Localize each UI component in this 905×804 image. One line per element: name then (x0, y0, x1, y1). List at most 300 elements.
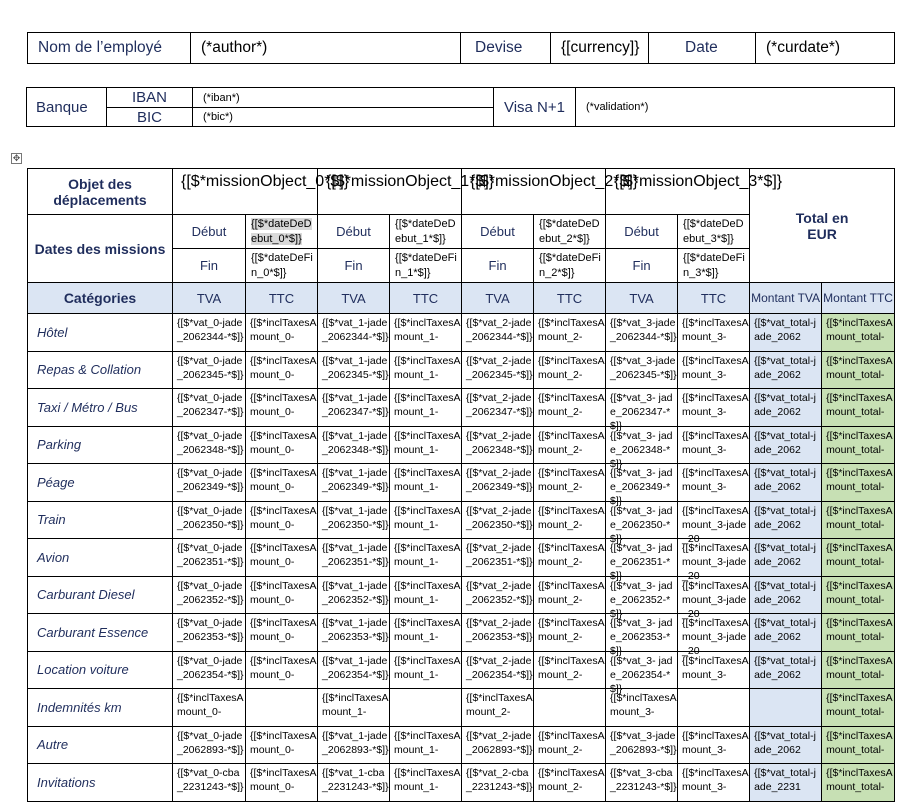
vat-cell-mission-1[interactable] (318, 689, 390, 727)
incl-tax-cell-mission-2[interactable] (534, 614, 606, 652)
vat-cell-mission-2[interactable] (462, 351, 534, 389)
cell-value: {[$*vat_1-jade_2062347-*$]} (322, 392, 389, 418)
cell-value: {[$*inclTaxesAmount_2- (538, 467, 605, 493)
cell-value: {[$*vat_total-jade_2062 (754, 729, 816, 756)
cell-value: {[$*vat_total-jade_2062 (754, 467, 816, 493)
vat-cell-mission-3[interactable] (606, 501, 678, 545)
vat-cell-mission-1[interactable] (318, 464, 390, 502)
cell-value: {[$*inclTaxesAmount_0- (250, 429, 317, 456)
date-value[interactable]: (*curdate*) (756, 33, 895, 64)
cell-value: {[$*inclTaxesAmount_2- (538, 429, 605, 456)
iban-value[interactable]: (*iban*) (193, 88, 494, 108)
total-vat-cell[interactable] (750, 314, 822, 352)
incl-tax-cell-mission-3[interactable] (678, 464, 750, 502)
total-vat-cell[interactable] (750, 614, 822, 652)
vat-cell-mission-2[interactable] (462, 651, 534, 689)
incl-tax-cell-mission-0[interactable] (246, 689, 318, 727)
cell-value: {[$*inclTaxesAmount_total- (826, 504, 893, 531)
cell-value: {[$*vat_2-jade_2062344-*$]} (466, 317, 533, 343)
vat-cell-mission-1[interactable] (318, 389, 390, 427)
vat-cell-mission-3[interactable] (606, 651, 678, 695)
cell-value: {[$*vat_3- jade_2062352-*$]} (610, 579, 673, 620)
vat-cell-mission-3[interactable] (606, 614, 678, 657)
cell-value: {[$*inclTaxesAmount_1- (394, 504, 461, 531)
vat-cell-mission-1[interactable] (318, 351, 390, 389)
category-label: Autre (28, 726, 173, 764)
incl-tax-cell-mission-2[interactable] (534, 464, 606, 502)
vat-cell-mission-0[interactable] (173, 539, 246, 577)
cell-value: {[$*inclTaxesAmount_2- (466, 692, 533, 718)
cell-value: {[$*inclTaxesAmount_0- (250, 392, 317, 418)
date-debut-2[interactable]: {[$*dateDeDebut_2*$]} (534, 215, 606, 249)
cell-value: {[$*inclTaxesAmount_1- (394, 542, 461, 568)
tva-header: TVA (318, 283, 390, 314)
cell-value: {[$*vat_0-jade_2062893-*$]} (177, 729, 244, 756)
category-label: Carburant Diesel (28, 576, 173, 614)
incl-tax-cell-mission-1[interactable] (390, 651, 462, 689)
cell-value: {[$*inclTaxesAmount_1- (394, 467, 461, 493)
total-vat-cell[interactable] (750, 351, 822, 389)
cell-value: {[$*inclTaxesAmount_total- (826, 729, 893, 756)
cell-value: {[$*vat_2-jade_2062354-*$]} (466, 654, 533, 681)
vat-cell-mission-3[interactable] (606, 426, 678, 470)
total-vat-cell[interactable] (750, 389, 822, 427)
cell-value: {[$*vat_3- jade_2062349-*$]} (610, 467, 673, 507)
cell-value: {[$*vat_0-jade_2062345-*$]} (177, 354, 244, 381)
incl-tax-cell-mission-0[interactable] (246, 576, 318, 614)
vat-cell-mission-0[interactable] (173, 726, 246, 764)
incl-tax-cell-mission-0[interactable] (246, 614, 318, 652)
cell-value: {[$*inclTaxesAmount_1- (394, 579, 461, 606)
debut-label: Début (462, 215, 534, 249)
incl-tax-cell-mission-1[interactable] (390, 614, 462, 652)
incl-tax-cell-mission-0[interactable] (246, 426, 318, 464)
category-label: Repas & Collation (28, 351, 173, 389)
vat-cell-mission-3[interactable] (606, 389, 678, 432)
incl-tax-cell-mission-1[interactable] (390, 576, 462, 614)
vat-cell-mission-1[interactable] (318, 726, 390, 764)
cell-value: {[$*inclTaxesAmount_3- (682, 354, 749, 381)
incl-tax-cell-mission-2[interactable] (534, 576, 606, 614)
table-row (28, 351, 895, 389)
incl-tax-cell-mission-2[interactable] (534, 314, 606, 352)
vat-cell-mission-0[interactable] (173, 389, 246, 427)
incl-tax-cell-mission-1[interactable] (390, 314, 462, 352)
incl-tax-cell-mission-3[interactable] (678, 426, 750, 464)
incl-tax-cell-mission-2[interactable] (534, 764, 606, 802)
cell-value: {[$*vat_1-cba_2231243-*$]} (322, 767, 389, 793)
table-row (28, 764, 895, 802)
fin-label: Fin (173, 249, 246, 283)
cell-value: {[$*inclTaxesAmount_3- (682, 392, 749, 418)
vat-cell-mission-3[interactable] (606, 689, 678, 727)
cell-value: {[$*inclTaxesAmount_0- (250, 579, 317, 606)
cell-value: {[$*vat_3-cba_2231243-*$]} (610, 767, 677, 793)
cell-value: {[$*inclTaxesAmount_1- (394, 317, 461, 343)
cell-value: {[$*inclTaxesAmount_2- (538, 504, 605, 531)
visa-value[interactable]: (*validation*) (576, 88, 895, 127)
cell-value: {[$*inclTaxesAmount_1- (394, 429, 461, 456)
table-row (28, 539, 895, 577)
vat-cell-mission-3[interactable] (606, 314, 678, 352)
cell-value: {[$*inclTaxesAmount_2- (538, 654, 605, 681)
bic-label: BIC (107, 108, 193, 127)
date-fin-3[interactable]: {[$*dateDeFin_3*$]} (678, 249, 750, 283)
date-fin-1[interactable]: {[$*dateDeFin_1*$]} (390, 249, 462, 283)
incl-tax-cell-mission-1[interactable] (390, 764, 462, 802)
cell-value: {[$*vat_total-jade_2062 (754, 654, 816, 681)
incl-tax-cell-mission-0[interactable] (246, 389, 318, 427)
cell-value: {[$*vat_2-jade_2062351-*$]} (466, 542, 533, 568)
cell-value: {[$*inclTaxesAmount_0- (250, 542, 317, 568)
cell-value: {[$*vat_2-cba_2231243-*$]} (466, 767, 533, 793)
incl-tax-cell-mission-0[interactable] (246, 314, 318, 352)
bank-table (26, 87, 895, 127)
vat-cell-mission-3[interactable] (606, 764, 678, 802)
incl-tax-cell-mission-3[interactable] (678, 389, 750, 427)
cell-value: {[$*vat_3- jade_2062347-*$]} (610, 392, 673, 432)
cell-value: {[$*vat_1-jade_2062344-*$]} (322, 317, 389, 343)
total-label: Total en EUR (750, 169, 895, 283)
mission-object-0[interactable]: {[$*missionObject_0*$]} (173, 169, 318, 215)
mission-object-3[interactable]: {[$*missionObject_3*$]} (606, 169, 750, 215)
total-incl-tax-cell[interactable] (822, 764, 895, 802)
employee-header-table (27, 32, 895, 64)
fin-label: Fin (318, 249, 390, 283)
cell-value: {[$*vat_2-jade_2062352-*$]} (466, 579, 533, 606)
vat-cell-mission-0[interactable] (173, 464, 246, 502)
vat-cell-mission-3[interactable] (606, 351, 678, 389)
incl-tax-cell-mission-0[interactable] (246, 764, 318, 802)
total-vat-cell[interactable] (750, 426, 822, 464)
incl-tax-cell-mission-1[interactable] (390, 539, 462, 577)
total-vat-cell[interactable] (750, 689, 822, 727)
montant-tva-header: Montant TVA (750, 283, 822, 314)
incl-tax-cell-mission-1[interactable] (390, 464, 462, 502)
incl-tax-cell-mission-1[interactable] (390, 726, 462, 764)
vat-cell-mission-2[interactable] (462, 501, 534, 539)
incl-tax-cell-mission-1[interactable] (390, 689, 462, 727)
vat-cell-mission-0[interactable] (173, 351, 246, 389)
total-incl-tax-cell[interactable] (822, 351, 895, 389)
total-incl-tax-cell[interactable] (822, 539, 895, 577)
cell-value: {[$*inclTaxesAmount_total- (826, 429, 893, 456)
cell-value: {[$*inclTaxesAmount_1- (394, 617, 461, 643)
vat-cell-mission-3[interactable] (606, 464, 678, 507)
incl-tax-cell-mission-1[interactable] (390, 426, 462, 464)
cell-value: {[$*inclTaxesAmount_1- (394, 767, 461, 793)
bank-label: Banque (27, 88, 107, 127)
cell-value (754, 691, 821, 725)
incl-tax-cell-mission-2[interactable] (534, 501, 606, 539)
incl-tax-cell-mission-2[interactable] (534, 539, 606, 577)
cell-value: {[$*inclTaxesAmount_2- (538, 617, 605, 643)
cell-value (250, 691, 317, 725)
incl-tax-cell-mission-1[interactable] (390, 351, 462, 389)
cell-value: {[$*vat_1-jade_2062349-*$]} (322, 467, 389, 493)
cell-value: {[$*inclTaxesAmount_0- (177, 692, 244, 718)
vat-cell-mission-1[interactable] (318, 539, 390, 577)
total-vat-cell[interactable] (750, 726, 822, 764)
vat-cell-mission-0[interactable] (173, 614, 246, 652)
cell-value: {[$*inclTaxesAmount_total- (826, 354, 893, 381)
incl-tax-cell-mission-2[interactable] (534, 426, 606, 464)
cell-value (682, 691, 749, 725)
cell-value: {[$*inclTaxesAmount_3-jade_20 (682, 504, 749, 545)
total-vat-cell[interactable] (750, 576, 822, 614)
cell-value: {[$*inclTaxesAmount_0- (250, 654, 317, 681)
montant-ttc-header: Montant TTC (822, 283, 895, 314)
tva-header: TVA (173, 283, 246, 314)
incl-tax-cell-mission-3[interactable] (678, 576, 750, 620)
cell-value: {[$*vat_3- jade_2062350-*$]} (610, 504, 673, 545)
incl-tax-cell-mission-3[interactable] (678, 651, 750, 689)
vat-cell-mission-0[interactable] (173, 426, 246, 464)
date-label: Date (649, 33, 756, 64)
employee-value[interactable]: (*author*) (191, 33, 461, 64)
ttc-header: TTC (678, 283, 750, 314)
date-debut-3[interactable]: {[$*dateDeDebut_3*$]} (678, 215, 750, 249)
incl-tax-cell-mission-0[interactable] (246, 539, 318, 577)
table-row (28, 651, 895, 689)
cell-value: {[$*inclTaxesAmount_0- (250, 354, 317, 381)
category-label: Train (28, 501, 173, 539)
incl-tax-cell-mission-3[interactable] (678, 689, 750, 727)
table-row (28, 614, 895, 652)
vat-cell-mission-1[interactable] (318, 614, 390, 652)
date-fin-0[interactable]: {[$*dateDeFin_0*$]} (246, 249, 318, 283)
cell-value: {[$*vat_3-jade_2062345-*$]} (610, 354, 677, 381)
categories-label: Catégories (28, 283, 173, 314)
total-incl-tax-cell[interactable] (822, 726, 895, 764)
incl-tax-cell-mission-3[interactable] (678, 314, 750, 352)
cell-value: {[$*vat_total-jade_2062 (754, 617, 816, 643)
category-label: Indemnités km (28, 689, 173, 727)
cell-value: {[$*vat_1-jade_2062350-*$]} (322, 504, 389, 531)
cell-value: {[$*inclTaxesAmount_2- (538, 579, 605, 606)
incl-tax-cell-mission-3[interactable] (678, 726, 750, 764)
cell-value: {[$*vat_1-jade_2062354-*$]} (322, 654, 389, 681)
tva-header: TVA (606, 283, 678, 314)
cell-value: {[$*vat_2-jade_2062345-*$]} (466, 354, 533, 381)
cell-value: {[$*vat_total-jade_2231 (754, 767, 816, 793)
iban-label: IBAN (107, 88, 193, 108)
category-label: Taxi / Métro / Bus (28, 389, 173, 427)
date-debut-0[interactable]: {[$*dateDeDebut_0*$]} (251, 218, 312, 245)
cell-value: {[$*inclTaxesAmount_3- (682, 317, 749, 343)
cell-value: {[$*inclTaxesAmount_0- (250, 317, 317, 343)
cell-value: {[$*inclTaxesAmount_1- (394, 392, 461, 418)
cell-value: {[$*vat_0-jade_2062347-*$]} (177, 392, 244, 418)
debut-label: Début (606, 215, 678, 249)
table-row (28, 464, 895, 502)
incl-tax-cell-mission-2[interactable] (534, 689, 606, 727)
vat-cell-mission-0[interactable] (173, 501, 246, 539)
incl-tax-cell-mission-2[interactable] (534, 351, 606, 389)
cell-value: {[$*vat_0-jade_2062352-*$]} (177, 579, 244, 606)
cell-value: {[$*inclTaxesAmount_0- (250, 767, 317, 793)
incl-tax-cell-mission-2[interactable] (534, 726, 606, 764)
cell-value: {[$*vat_1-jade_2062348-*$]} (322, 429, 389, 456)
incl-tax-cell-mission-0[interactable] (246, 651, 318, 689)
vat-cell-mission-0[interactable] (173, 576, 246, 614)
cell-value: {[$*inclTaxesAmount_total- (826, 767, 893, 793)
category-label: Hôtel (28, 314, 173, 352)
bic-value[interactable]: (*bic*) (193, 108, 494, 127)
cell-value: {[$*vat_2-jade_2062349-*$]} (466, 467, 533, 493)
cell-value: {[$*vat_1-jade_2062345-*$]} (322, 354, 389, 381)
table-move-handle-icon[interactable]: ✥ (12, 153, 21, 163)
vat-cell-mission-1[interactable] (318, 501, 390, 539)
total-incl-tax-cell[interactable] (822, 576, 895, 614)
vat-cell-mission-1[interactable] (318, 314, 390, 352)
vat-cell-mission-2[interactable] (462, 389, 534, 427)
total-incl-tax-cell[interactable] (822, 464, 895, 502)
incl-tax-cell-mission-3[interactable] (678, 351, 750, 389)
category-label: Invitations (28, 764, 173, 802)
expense-table (27, 168, 895, 802)
dates-label: Dates des missions (28, 215, 173, 283)
cell-value: {[$*inclTaxesAmount_3- (682, 729, 749, 756)
ttc-header: TTC (390, 283, 462, 314)
fin-label: Fin (462, 249, 534, 283)
total-vat-cell[interactable] (750, 501, 822, 539)
cell-value: {[$*vat_0-cba_2231243-*$]} (177, 767, 244, 793)
date-debut-1[interactable]: {[$*dateDeDebut_1*$]} (390, 215, 462, 249)
total-incl-tax-cell[interactable] (822, 501, 895, 539)
category-label: Parking (28, 426, 173, 464)
incl-tax-cell-mission-1[interactable] (390, 501, 462, 539)
vat-cell-mission-2[interactable] (462, 314, 534, 352)
cell-value: {[$*vat_2-jade_2062893-*$]} (466, 729, 533, 756)
total-vat-cell[interactable] (750, 651, 822, 689)
vat-cell-mission-3[interactable] (606, 539, 678, 582)
incl-tax-cell-mission-0[interactable] (246, 351, 318, 389)
cell-value: {[$*inclTaxesAmount_2- (538, 354, 605, 381)
cell-value: {[$*vat_total-jade_2062 (754, 579, 816, 606)
vat-cell-mission-2[interactable] (462, 689, 534, 727)
vat-cell-mission-2[interactable] (462, 726, 534, 764)
cell-value: {[$*inclTaxesAmount_0- (250, 729, 317, 756)
currency-label: Devise (461, 33, 551, 64)
vat-cell-mission-2[interactable] (462, 426, 534, 464)
category-label: Carburant Essence (28, 614, 173, 652)
cell-value: {[$*vat_total-jade_2062 (754, 542, 816, 568)
vat-cell-mission-0[interactable] (173, 314, 246, 352)
cell-value: {[$*vat_2-jade_2062350-*$]} (466, 504, 533, 531)
vat-cell-mission-0[interactable] (173, 651, 246, 689)
mission-object-2[interactable]: {[$*missionObject_2*$]} (462, 169, 606, 215)
incl-tax-cell-mission-1[interactable] (390, 389, 462, 427)
cell-value: {[$*vat_total-jade_2062 (754, 354, 816, 381)
cell-value: {[$*vat_0-jade_2062349-*$]} (177, 467, 244, 493)
vat-cell-mission-1[interactable] (318, 576, 390, 614)
incl-tax-cell-mission-3[interactable] (678, 501, 750, 545)
total-incl-tax-cell[interactable] (822, 389, 895, 427)
cell-value: {[$*vat_total-jade_2062 (754, 317, 816, 343)
cell-value: {[$*vat_0-jade_2062354-*$]} (177, 654, 244, 681)
cell-value: {[$*vat_3- jade_2062354-*$]} (610, 654, 673, 695)
cell-value: {[$*vat_total-jade_2062 (754, 429, 816, 456)
debut-label: Début (173, 215, 246, 249)
vat-cell-mission-2[interactable] (462, 539, 534, 577)
total-vat-cell[interactable] (750, 539, 822, 577)
cell-value: {[$*inclTaxesAmount_2- (538, 767, 605, 793)
total-incl-tax-cell[interactable] (822, 651, 895, 689)
cell-value: {[$*vat_1-jade_2062352-*$]} (322, 579, 389, 606)
cell-value: {[$*inclTaxesAmount_total- (826, 542, 893, 568)
vat-cell-mission-2[interactable] (462, 614, 534, 652)
incl-tax-cell-mission-0[interactable] (246, 464, 318, 502)
total-incl-tax-cell[interactable] (822, 314, 895, 352)
vat-cell-mission-1[interactable] (318, 764, 390, 802)
cell-value: {[$*vat_3- jade_2062353-*$]} (610, 617, 673, 657)
table-row (28, 501, 895, 539)
cell-value: {[$*vat_0-jade_2062351-*$]} (177, 542, 244, 568)
cell-value: {[$*vat_3-jade_2062893-*$]} (610, 729, 677, 756)
vat-cell-mission-3[interactable] (606, 576, 678, 620)
cell-value: {[$*vat_0-jade_2062353-*$]} (177, 617, 244, 643)
date-fin-2[interactable]: {[$*dateDeFin_2*$]} (534, 249, 606, 283)
vat-cell-mission-2[interactable] (462, 464, 534, 502)
vat-cell-mission-1[interactable] (318, 426, 390, 464)
cell-value: {[$*vat_1-jade_2062351-*$]} (322, 542, 389, 568)
vat-cell-mission-0[interactable] (173, 764, 246, 802)
employee-label: Nom de l’employé (28, 33, 191, 64)
incl-tax-cell-mission-3[interactable] (678, 764, 750, 802)
total-incl-tax-cell[interactable] (822, 614, 895, 652)
vat-cell-mission-1[interactable] (318, 651, 390, 689)
incl-tax-cell-mission-2[interactable] (534, 651, 606, 689)
cell-value: {[$*inclTaxesAmount_0- (250, 467, 317, 493)
ttc-header: TTC (534, 283, 606, 314)
currency-value[interactable]: {[currency]} (551, 33, 649, 64)
cell-value: {[$*inclTaxesAmount_2- (538, 317, 605, 343)
total-incl-tax-cell[interactable] (822, 426, 895, 464)
fin-label: Fin (606, 249, 678, 283)
cell-value: {[$*inclTaxesAmount_3- (610, 692, 677, 718)
cell-value: {[$*vat_3-jade_2062344-*$]} (610, 317, 677, 343)
vat-cell-mission-0[interactable] (173, 689, 246, 727)
cell-value: {[$*inclTaxesAmount_1- (394, 729, 461, 756)
mission-object-1[interactable]: {[$*missionObject_1*$]} (318, 169, 462, 215)
cell-value: {[$*vat_2-jade_2062347-*$]} (466, 392, 533, 418)
total-vat-cell[interactable] (750, 464, 822, 502)
vat-cell-mission-2[interactable] (462, 576, 534, 614)
incl-tax-cell-mission-3[interactable] (678, 539, 750, 582)
cell-value: {[$*vat_3- jade_2062351-*$]} (610, 542, 673, 582)
cell-value: {[$*vat_3- jade_2062348-*$]} (610, 429, 673, 470)
cell-value: {[$*inclTaxesAmount_3- (682, 767, 749, 793)
cell-value: {[$*vat_0-jade_2062348-*$]} (177, 429, 244, 456)
incl-tax-cell-mission-2[interactable] (534, 389, 606, 427)
objet-label: Objet des déplacements (28, 169, 173, 215)
cell-value: {[$*inclTaxesAmount_3-jade_20 (682, 579, 749, 620)
incl-tax-cell-mission-3[interactable] (678, 614, 750, 657)
incl-tax-cell-mission-0[interactable] (246, 726, 318, 764)
incl-tax-cell-mission-0[interactable] (246, 501, 318, 539)
vat-cell-mission-2[interactable] (462, 764, 534, 802)
total-vat-cell[interactable] (750, 764, 822, 802)
cell-value (394, 691, 461, 725)
total-incl-tax-cell[interactable] (822, 689, 895, 727)
table-row (28, 389, 895, 427)
category-label: Avion (28, 539, 173, 577)
cell-value: {[$*vat_1-jade_2062353-*$]} (322, 617, 389, 643)
visa-label: Visa N+1 (494, 88, 576, 127)
table-row (28, 576, 895, 614)
vat-cell-mission-3[interactable] (606, 726, 678, 764)
